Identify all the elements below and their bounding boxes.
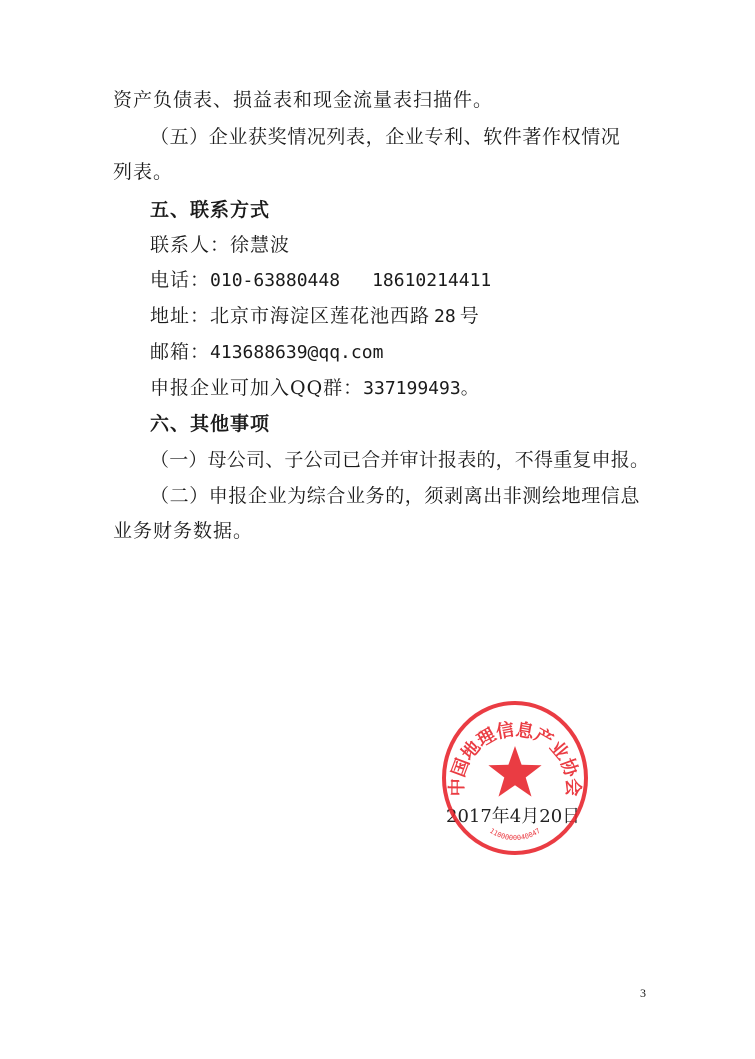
paragraph-line: （二）申报企业为综合业务的，须剥离出非测绘地理信息 (150, 485, 641, 507)
section-heading: 五、联系方式 (150, 199, 271, 221)
qq-group-number: 337199493。 (363, 378, 479, 399)
section-heading: 六、其他事项 (150, 413, 271, 435)
paragraph-line: （五）企业获奖情况列表，企业专利、软件著作权情况 (150, 126, 621, 148)
phone-number-2: 18610214411 (372, 270, 492, 291)
phone-line (150, 268, 491, 293)
contact-line (150, 233, 290, 257)
address-line (150, 304, 480, 329)
paragraph-line: 资产负债表、损益表和现金流量表扫描件。 (113, 89, 494, 111)
email-value: 413688639@qq.com (210, 342, 384, 363)
paragraph-line: 业务财务数据。 (113, 520, 254, 542)
seal-org-name: 中国地理信息产业协会 (446, 719, 584, 797)
address-label: 地址： (150, 305, 211, 327)
phone-number-1: 010-63880448 (210, 270, 341, 291)
star-icon (488, 746, 541, 797)
official-seal-stamp (440, 698, 590, 856)
paragraph-line: 列表。 (113, 161, 174, 183)
page-number: 3 (640, 986, 646, 1000)
address-number: 28 (434, 306, 456, 327)
document-date: 2017年4月20日 (446, 806, 581, 827)
phone-label: 电话： (150, 269, 211, 291)
address-suffix: 号 (459, 305, 480, 327)
email-line (150, 340, 383, 365)
seal-serial-number: 1100000040047 (488, 826, 542, 843)
qq-group-label: 申报企业可加入QQ群： (150, 377, 364, 399)
qq-group-line (150, 376, 479, 401)
contact-label: 联系人： (150, 234, 231, 256)
address-value: 北京市海淀区莲花池西路 (210, 305, 431, 327)
email-label: 邮箱： (150, 341, 211, 363)
contact-name: 徐慧波 (230, 234, 291, 256)
paragraph-line: （一）母公司、子公司已合并审计报表的，不得重复申报。 (150, 449, 650, 471)
